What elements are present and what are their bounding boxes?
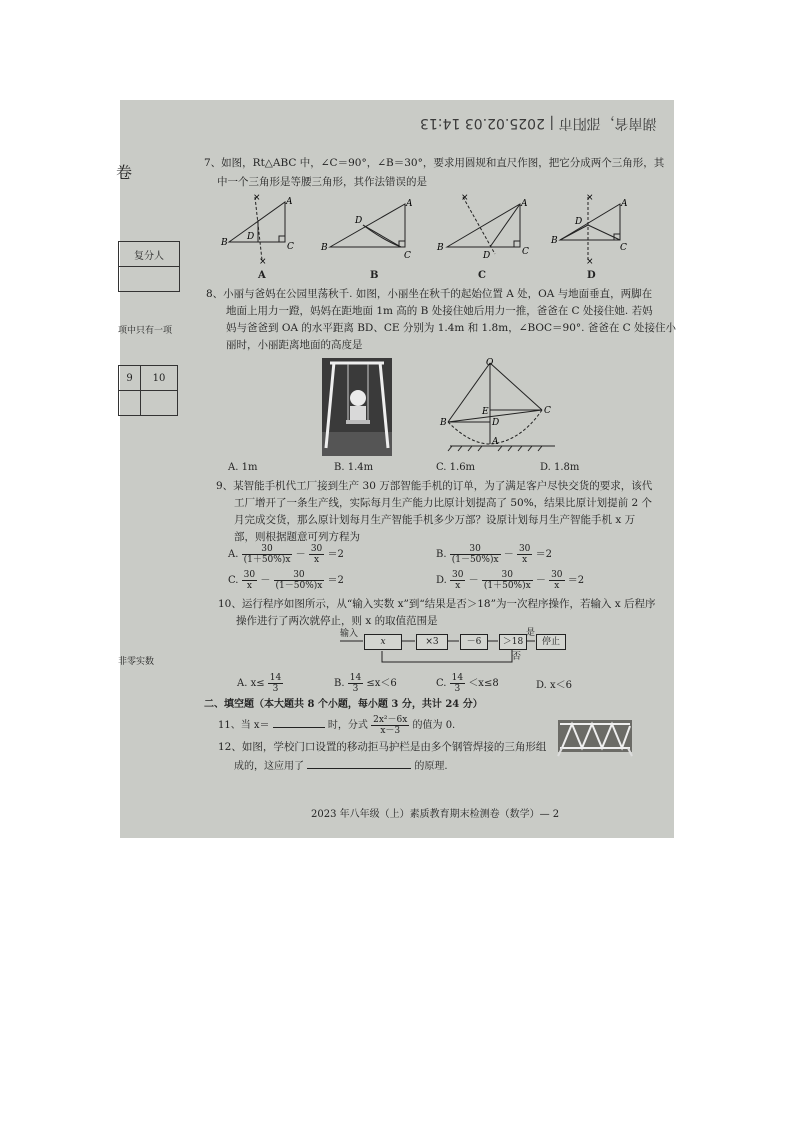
q7-figure-c [436,193,529,261]
side-nonzero: 非零实数 [118,657,155,667]
q8-point-c: C [544,406,551,416]
svg-text:C: C [287,242,294,252]
svg-text:A: A [286,197,293,207]
svg-text:C: C [620,243,627,253]
side-corner-char: 卷 [116,163,133,182]
q7-figure-b [320,199,413,261]
q8-option-a[interactable]: A. 1m [228,462,258,473]
q8-point-o: O [486,358,494,368]
svg-text:C: C [404,251,411,261]
q8-swing-diagram [440,358,570,458]
q7-option-d[interactable]: D [587,270,596,281]
q9-line4: 部，则根据题意可列方程为 [234,531,360,543]
q7-option-b[interactable]: B [370,270,379,281]
photo-watermark: 湖南省，邵阳市 | 2025.02.03 14:13 [420,115,657,131]
q8-option-c[interactable]: C. 1.6m [436,462,476,473]
q7-option-c[interactable]: C [478,270,486,281]
q10-line1: 10、运行程序如图所示，从“输入实数 x”到“结果是否＞18”为一次程序操作，若输入 x 后程序 [218,598,656,610]
q12-answer-blank[interactable] [307,768,411,769]
flow-box-x: x [364,634,402,650]
flow-box-minus6: －6 [460,634,488,650]
q9-line1: 9、某智能手机代工厂接到生产 30 万部智能手机的订单，为了满足客户尽快交货的要求，该代 [216,480,653,492]
q7-figure-a [220,193,294,267]
q7-figure-d [550,193,628,267]
svg-text:×: × [253,193,261,203]
q8-line1: 8、小丽与爸妈在公园里荡秋千. 如图，小丽坐在秋千的起始位置 A 处，OA 与地面垂直，两脚在 [206,288,653,300]
exam-page [116,100,677,838]
svg-text:×: × [586,257,594,267]
section2-heading: 二、填空题（本大题共 8 个小题，每小题 3 分，共计 24 分） [204,699,483,710]
q9-option-b[interactable]: B. $\frac{30}{(1-50\%)x}$ － $\frac{30}{x}$ ＝2 [436,544,552,565]
score-grid [118,365,178,416]
q9-option-c[interactable]: C. $\frac{30}{x}$ － $\frac{30}{(1-50\%)x}$ ＝2 [228,570,344,591]
svg-text:×: × [461,193,469,203]
q9-line3: 月完成交货，那么原计划每月生产智能手机多少万部？设原计划每月生产智能手机 x 万 [234,514,636,526]
score-col-10: 10 [141,366,178,391]
svg-text:A: A [521,199,528,209]
reviewer-table [118,241,180,292]
q10-option-a[interactable]: A. x≤ $\frac{14}{3}$ [237,673,282,694]
q8-line2: 地面上用力一蹬，妈妈在距地面 1m 高的 B 处接住她后用力一推，爸爸在 C 处接住她. 若妈 [226,305,653,317]
q8-point-a: A [492,437,499,447]
svg-text:D: D [483,251,491,261]
q9-option-a[interactable]: A. $\frac{30}{(1+50\%)x}$ － $\frac{30}{x}$ ＝2 [228,544,344,565]
q8-option-b[interactable]: B. 1.4m [334,462,374,473]
q10-option-d[interactable]: D. x＜6 [536,680,573,691]
barrier-illustration [556,716,636,758]
svg-text:×: × [259,257,267,267]
svg-text:B: B [221,238,228,248]
svg-text:C: C [522,247,529,257]
reviewer-label: 复分人 [119,242,180,267]
q12-line2: 成的，这应用了 的原理. [234,761,448,772]
q7-option-a[interactable]: A [258,270,266,281]
flow-arrows [340,628,580,668]
svg-text:×: × [586,193,594,203]
page-footer: 2023 年八年级（上）素质教育期末检测卷（数学）— 2 [311,809,560,820]
score-col-9: 9 [119,366,141,391]
q8-line3: 妈与爸爸到 OA 的水平距离 BD、CE 分别为 1.4m 和 1.8m，∠BOC＝90°. 爸爸在 C 处接住小 [226,322,677,334]
q11-answer-blank[interactable] [273,727,325,728]
svg-text:D: D [575,217,583,227]
flow-box-times3: ×3 [416,634,448,650]
svg-text:A: A [621,199,628,209]
q10-line2: 操作进行了两次就停止，则 x 的取值范围是 [236,615,438,627]
q7-figures [215,192,645,287]
q7-line2: 中一个三角形是等腰三角形，其作法错误的是 [217,176,427,188]
q7-line1: 7、如图，Rt△ABC 中，∠C＝90°，∠B＝30°，要求用圆规和直尺作图，把它分成两个三角形，其 [204,157,665,169]
q11: 11、当 x＝ 时，分式 $\frac{\text{2x²－6x}}{x-3}$ 的值为 0. [218,715,456,736]
svg-text:B: B [321,243,328,253]
q8-point-b: B [440,418,447,428]
flow-input-label: 输入 [340,629,359,639]
svg-text:B: B [551,236,558,246]
flow-box-compare: ＞18 [499,634,527,650]
flow-yes-label: 是 [526,628,536,638]
q10-flowchart [340,628,560,668]
swing-illustration [322,358,392,456]
q8-point-e: E [482,407,489,417]
q8-option-d[interactable]: D. 1.8m [540,462,580,473]
svg-text:A: A [406,199,413,209]
q10-option-c[interactable]: C. $\frac{14}{3}$ ＜x≤8 [436,673,499,694]
svg-text:B: B [437,243,444,253]
svg-text:D: D [355,216,363,226]
q8-line4: 丽时，小丽距离地面的高度是 [226,339,363,351]
svg-text:D: D [247,232,255,242]
side-instruction: 项中只有一项 [118,326,173,336]
flow-box-stop: 停止 [536,634,566,650]
q12-line1: 12、如图，学校门口设置的移动拒马护栏是由多个钢管焊接的三角形组 [218,741,547,753]
q9-line2: 工厂增开了一条生产线，实际每月生产能力比原计划提高了 50%，结果比原计划提前 2 个 [234,497,653,509]
q10-option-b[interactable]: B. $\frac{14}{3}$ ≤x＜6 [334,673,397,694]
flow-no-label: 否 [512,652,522,662]
q8-point-d: D [492,418,500,428]
q9-option-d[interactable]: D. $\frac{30}{x}$ － $\frac{30}{(1+50\%)x}$ － $\frac{30}{x}$ ＝2 [436,570,585,591]
